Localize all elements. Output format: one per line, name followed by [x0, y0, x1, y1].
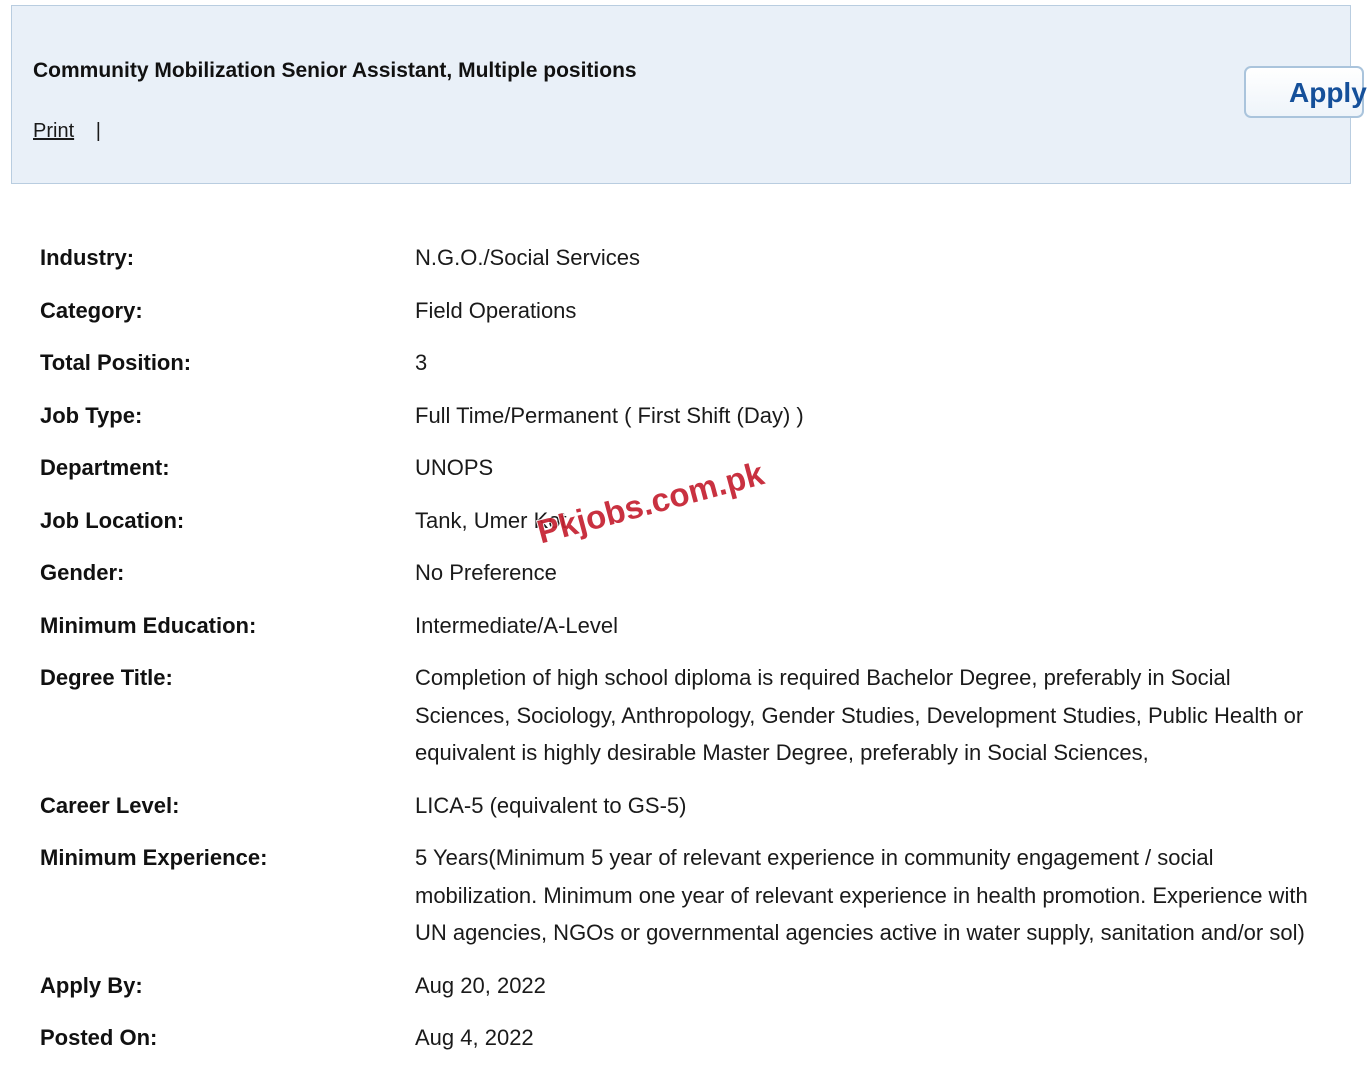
- detail-value: Field Operations: [415, 297, 577, 323]
- detail-row-posted-on: [40, 1012, 1339, 1065]
- detail-row-department: [40, 442, 1339, 495]
- detail-value: Intermediate/A-Level: [415, 612, 618, 638]
- detail-value: N.G.O./Social Services: [415, 245, 640, 270]
- job-title: Community Mobilization Senior Assistant, Multiple positions: [33, 59, 637, 82]
- detail-label: Minimum Education:: [40, 612, 257, 638]
- detail-row-industry: [40, 232, 1339, 285]
- job-header-panel: [11, 5, 1367, 184]
- detail-row-job-location: [40, 495, 1339, 548]
- detail-row-gender: [40, 547, 1339, 600]
- detail-row-career-level: [40, 780, 1339, 833]
- detail-value: Full Time/Permanent ( First Shift (Day) ): [415, 402, 804, 428]
- detail-value: UNOPS: [415, 455, 494, 480]
- apply-button[interactable]: Apply: [1244, 66, 1364, 118]
- detail-label: Gender:: [40, 560, 125, 585]
- detail-value: Completion of high school diploma is required Bachelor Degree, preferably in Social Sciences, Sociology, Anthropology, Gender Studies, Development Studies, Public Health or equivalent is highly desirable Master Degree, preferably in Social Sciences,: [415, 665, 1304, 765]
- job-details-table: [40, 232, 1339, 1065]
- detail-value: 3: [415, 350, 428, 375]
- detail-label: Degree Title:: [40, 665, 173, 690]
- detail-row-category: [40, 285, 1339, 338]
- detail-label: Career Level:: [40, 792, 180, 818]
- detail-value: Tank, Umer Kot: [415, 507, 567, 533]
- print-link[interactable]: Print: [33, 120, 75, 142]
- detail-label: Job Type:: [40, 402, 143, 428]
- detail-row-job-type: [40, 390, 1339, 443]
- detail-row-degree-title: [40, 652, 1339, 780]
- detail-value: 5 Years(Minimum 5 year of relevant experience in community engagement / social mobilization. Minimum one year of relevant experience in health promotion. Experience with UN agencies, NGOs or governmental agencies active in water supply, sanitation and/or sol): [415, 845, 1308, 945]
- detail-row-minimum-education: [40, 600, 1339, 653]
- detail-value: Aug 20, 2022: [415, 972, 546, 998]
- detail-row-minimum-experience: [40, 832, 1339, 960]
- detail-label: Posted On:: [40, 1025, 158, 1050]
- watermark-logo: Pkjobs.com.pk: [533, 454, 768, 551]
- link-separator: |: [95, 120, 101, 142]
- detail-label: Job Location:: [40, 507, 185, 533]
- detail-label: Category:: [40, 297, 143, 323]
- detail-value: LICA-5 (equivalent to GS-5): [415, 792, 687, 818]
- detail-value: No Preference: [415, 560, 557, 585]
- detail-label: Total Position:: [40, 350, 192, 375]
- detail-value: Aug 4, 2022: [415, 1025, 534, 1050]
- detail-label: Department:: [40, 455, 170, 480]
- header-links: [33, 120, 101, 143]
- detail-label: Apply By:: [40, 972, 143, 998]
- detail-row-apply-by: [40, 960, 1339, 1013]
- detail-label: Minimum Experience:: [40, 845, 268, 870]
- detail-label: Industry:: [40, 245, 135, 270]
- detail-row-total-position: [40, 337, 1339, 390]
